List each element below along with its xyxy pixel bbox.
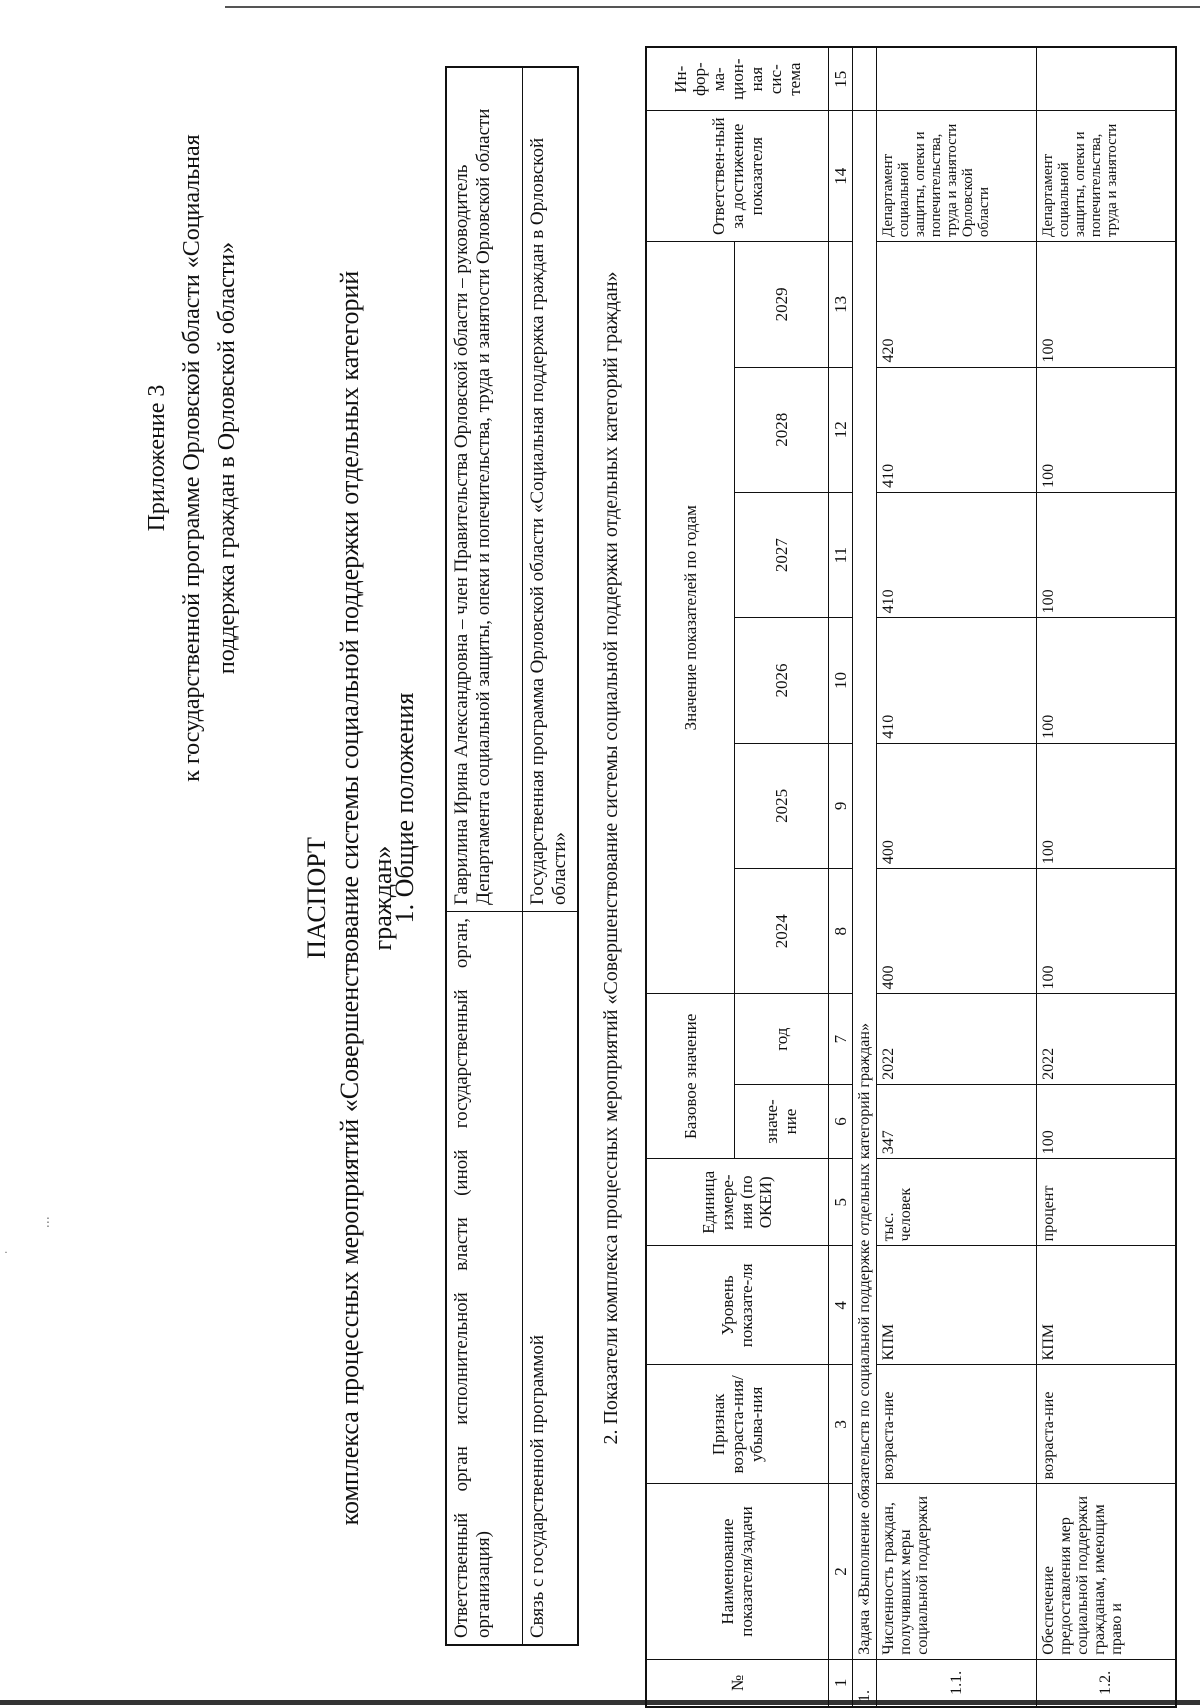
header-year: 2026 xyxy=(734,618,828,743)
indicator-value: 100 xyxy=(1036,242,1176,367)
header-year: 2025 xyxy=(734,743,828,868)
indicator-responsible: Департамент социальной защиты, опеки и попечительства, труда и занятости xyxy=(1036,111,1176,242)
indicator-value: 100 xyxy=(1036,743,1176,868)
row-value: Государственная программа Орловской области «Социальная поддержка граждан в Орловской области» xyxy=(522,67,578,912)
column-number: 9 xyxy=(828,743,852,868)
indicator-row xyxy=(876,47,1036,1707)
table-row xyxy=(522,67,578,1645)
indicator-level: КПМ xyxy=(876,1246,1036,1365)
indicator-value: 400 xyxy=(876,743,1036,868)
indicator-unit: процент xyxy=(1036,1159,1176,1246)
header-sign: Признак возраста-ния/ убыва-ния xyxy=(646,1365,828,1484)
appendix-reference: к государственной программе Орловской области «Социальная xyxy=(179,134,205,782)
indicator-unit: тыс. человек xyxy=(876,1159,1036,1246)
task-number: 1. xyxy=(852,1659,876,1707)
indicator-value: 410 xyxy=(876,618,1036,743)
column-number: 13 xyxy=(828,242,852,367)
task-text: Задача «Выполнение обязательств по социальной поддержке отдельных категорий граждан» xyxy=(852,111,876,1659)
header-info-system: Ин-фор-ма-цион-ная сис-тема xyxy=(646,47,828,111)
scan-speck: ⋮ xyxy=(42,1215,54,1229)
header-base-year: год xyxy=(734,994,828,1084)
appendix-block xyxy=(140,78,245,838)
row-label: Связь с государственной программой xyxy=(522,912,578,1646)
column-number: 14 xyxy=(828,111,852,242)
header-year: 2028 xyxy=(734,367,828,492)
header-unit: Единица измере-ния (по ОКЕИ) xyxy=(646,1159,828,1246)
title-heading: ПАСПОРТ xyxy=(302,837,331,959)
column-number: 11 xyxy=(828,492,852,617)
appendix-reference-cont: поддержка граждан в Орловской области» xyxy=(214,241,240,675)
indicator-value: 400 xyxy=(876,869,1036,994)
indicator-value: 100 xyxy=(1036,869,1176,994)
indicators-table xyxy=(645,46,1177,1708)
general-provisions-table xyxy=(445,66,579,1646)
column-number: 6 xyxy=(828,1084,852,1158)
column-number: 2 xyxy=(828,1484,852,1659)
indicator-base-year: 2022 xyxy=(1036,994,1176,1084)
indicator-name: Численность граждан, получивших меры социальной поддержки xyxy=(876,1484,1036,1659)
section2-heading: 2. Показатели комплекса процессных мероприятий «Совершенствование системы социальной поддержки отдельных категорий граждан» xyxy=(600,271,622,1445)
document-title xyxy=(300,248,399,1548)
indicator-base-year: 2022 xyxy=(876,994,1036,1084)
indicator-number: 1.2. xyxy=(1036,1659,1176,1707)
indicator-name: Обеспечение предоставления мер социальной поддержки гражданам, имеющим право и xyxy=(1036,1484,1176,1659)
column-number: 7 xyxy=(828,994,852,1084)
indicator-value: 410 xyxy=(876,492,1036,617)
title-subtitle: комплекса процессных мероприятий «Совершенствование системы социальной поддержки отдельных категорий граждан» xyxy=(335,270,397,1526)
column-number: 3 xyxy=(828,1365,852,1484)
column-number: 8 xyxy=(828,869,852,994)
row-label: Ответственный орган исполнительной власти (иной государственный орган, организация) xyxy=(446,912,522,1646)
indicator-value: 100 xyxy=(1036,367,1176,492)
column-number: 5 xyxy=(828,1159,852,1246)
header-base-value: значе-ние xyxy=(734,1084,828,1158)
appendix-number: Приложение 3 xyxy=(144,384,170,532)
indicator-base-value: 100 xyxy=(1036,1084,1176,1158)
table-row xyxy=(446,67,522,1645)
header-level: Уровень показате-ля xyxy=(646,1246,828,1365)
column-numbers-row xyxy=(828,47,852,1707)
indicator-level: КПМ xyxy=(1036,1246,1176,1365)
indicator-number: 1.1. xyxy=(876,1659,1036,1707)
header-year: 2027 xyxy=(734,492,828,617)
scan-speck: · xyxy=(4,1245,8,1259)
indicator-value: 100 xyxy=(1036,618,1176,743)
header-year: 2029 xyxy=(734,242,828,367)
indicator-value: 420 xyxy=(876,242,1036,367)
column-number: 12 xyxy=(828,367,852,492)
header-responsible: Ответствен-ный за достижение показателя xyxy=(646,111,828,242)
indicator-info-system xyxy=(1036,47,1176,111)
indicator-info-system xyxy=(876,47,1036,111)
empty-cell xyxy=(852,47,876,111)
section1-heading: 1. Общие положения xyxy=(390,692,419,924)
indicator-value: 100 xyxy=(1036,492,1176,617)
header-year: 2024 xyxy=(734,869,828,994)
indicator-value: 410 xyxy=(876,367,1036,492)
indicator-sign: возраста-ние xyxy=(876,1365,1036,1484)
task-row xyxy=(852,47,876,1707)
column-number: 1 xyxy=(828,1659,852,1707)
indicator-sign: возраста-ние xyxy=(1036,1365,1176,1484)
header-row xyxy=(646,47,734,1707)
header-base: Базовое значение xyxy=(646,994,734,1159)
header-name: Наименование показателя/задачи xyxy=(646,1484,828,1659)
column-number: 15 xyxy=(828,47,852,111)
indicator-base-value: 347 xyxy=(876,1084,1036,1158)
column-number: 4 xyxy=(828,1246,852,1365)
header-num: № xyxy=(646,1659,828,1707)
column-number: 10 xyxy=(828,618,852,743)
indicator-responsible: Департамент социальной защиты, опеки и попечительства, труда и занятости Орловской области xyxy=(876,111,1036,242)
indicator-row xyxy=(1036,47,1176,1707)
row-value: Гаврилина Ирина Александровна – член Правительства Орловской области – руководитель Департамента социальной защиты, опеки и попечительства, труда и занятости Орловской области xyxy=(446,67,522,912)
header-values-by-year: Значение показателей по годам xyxy=(646,242,734,994)
